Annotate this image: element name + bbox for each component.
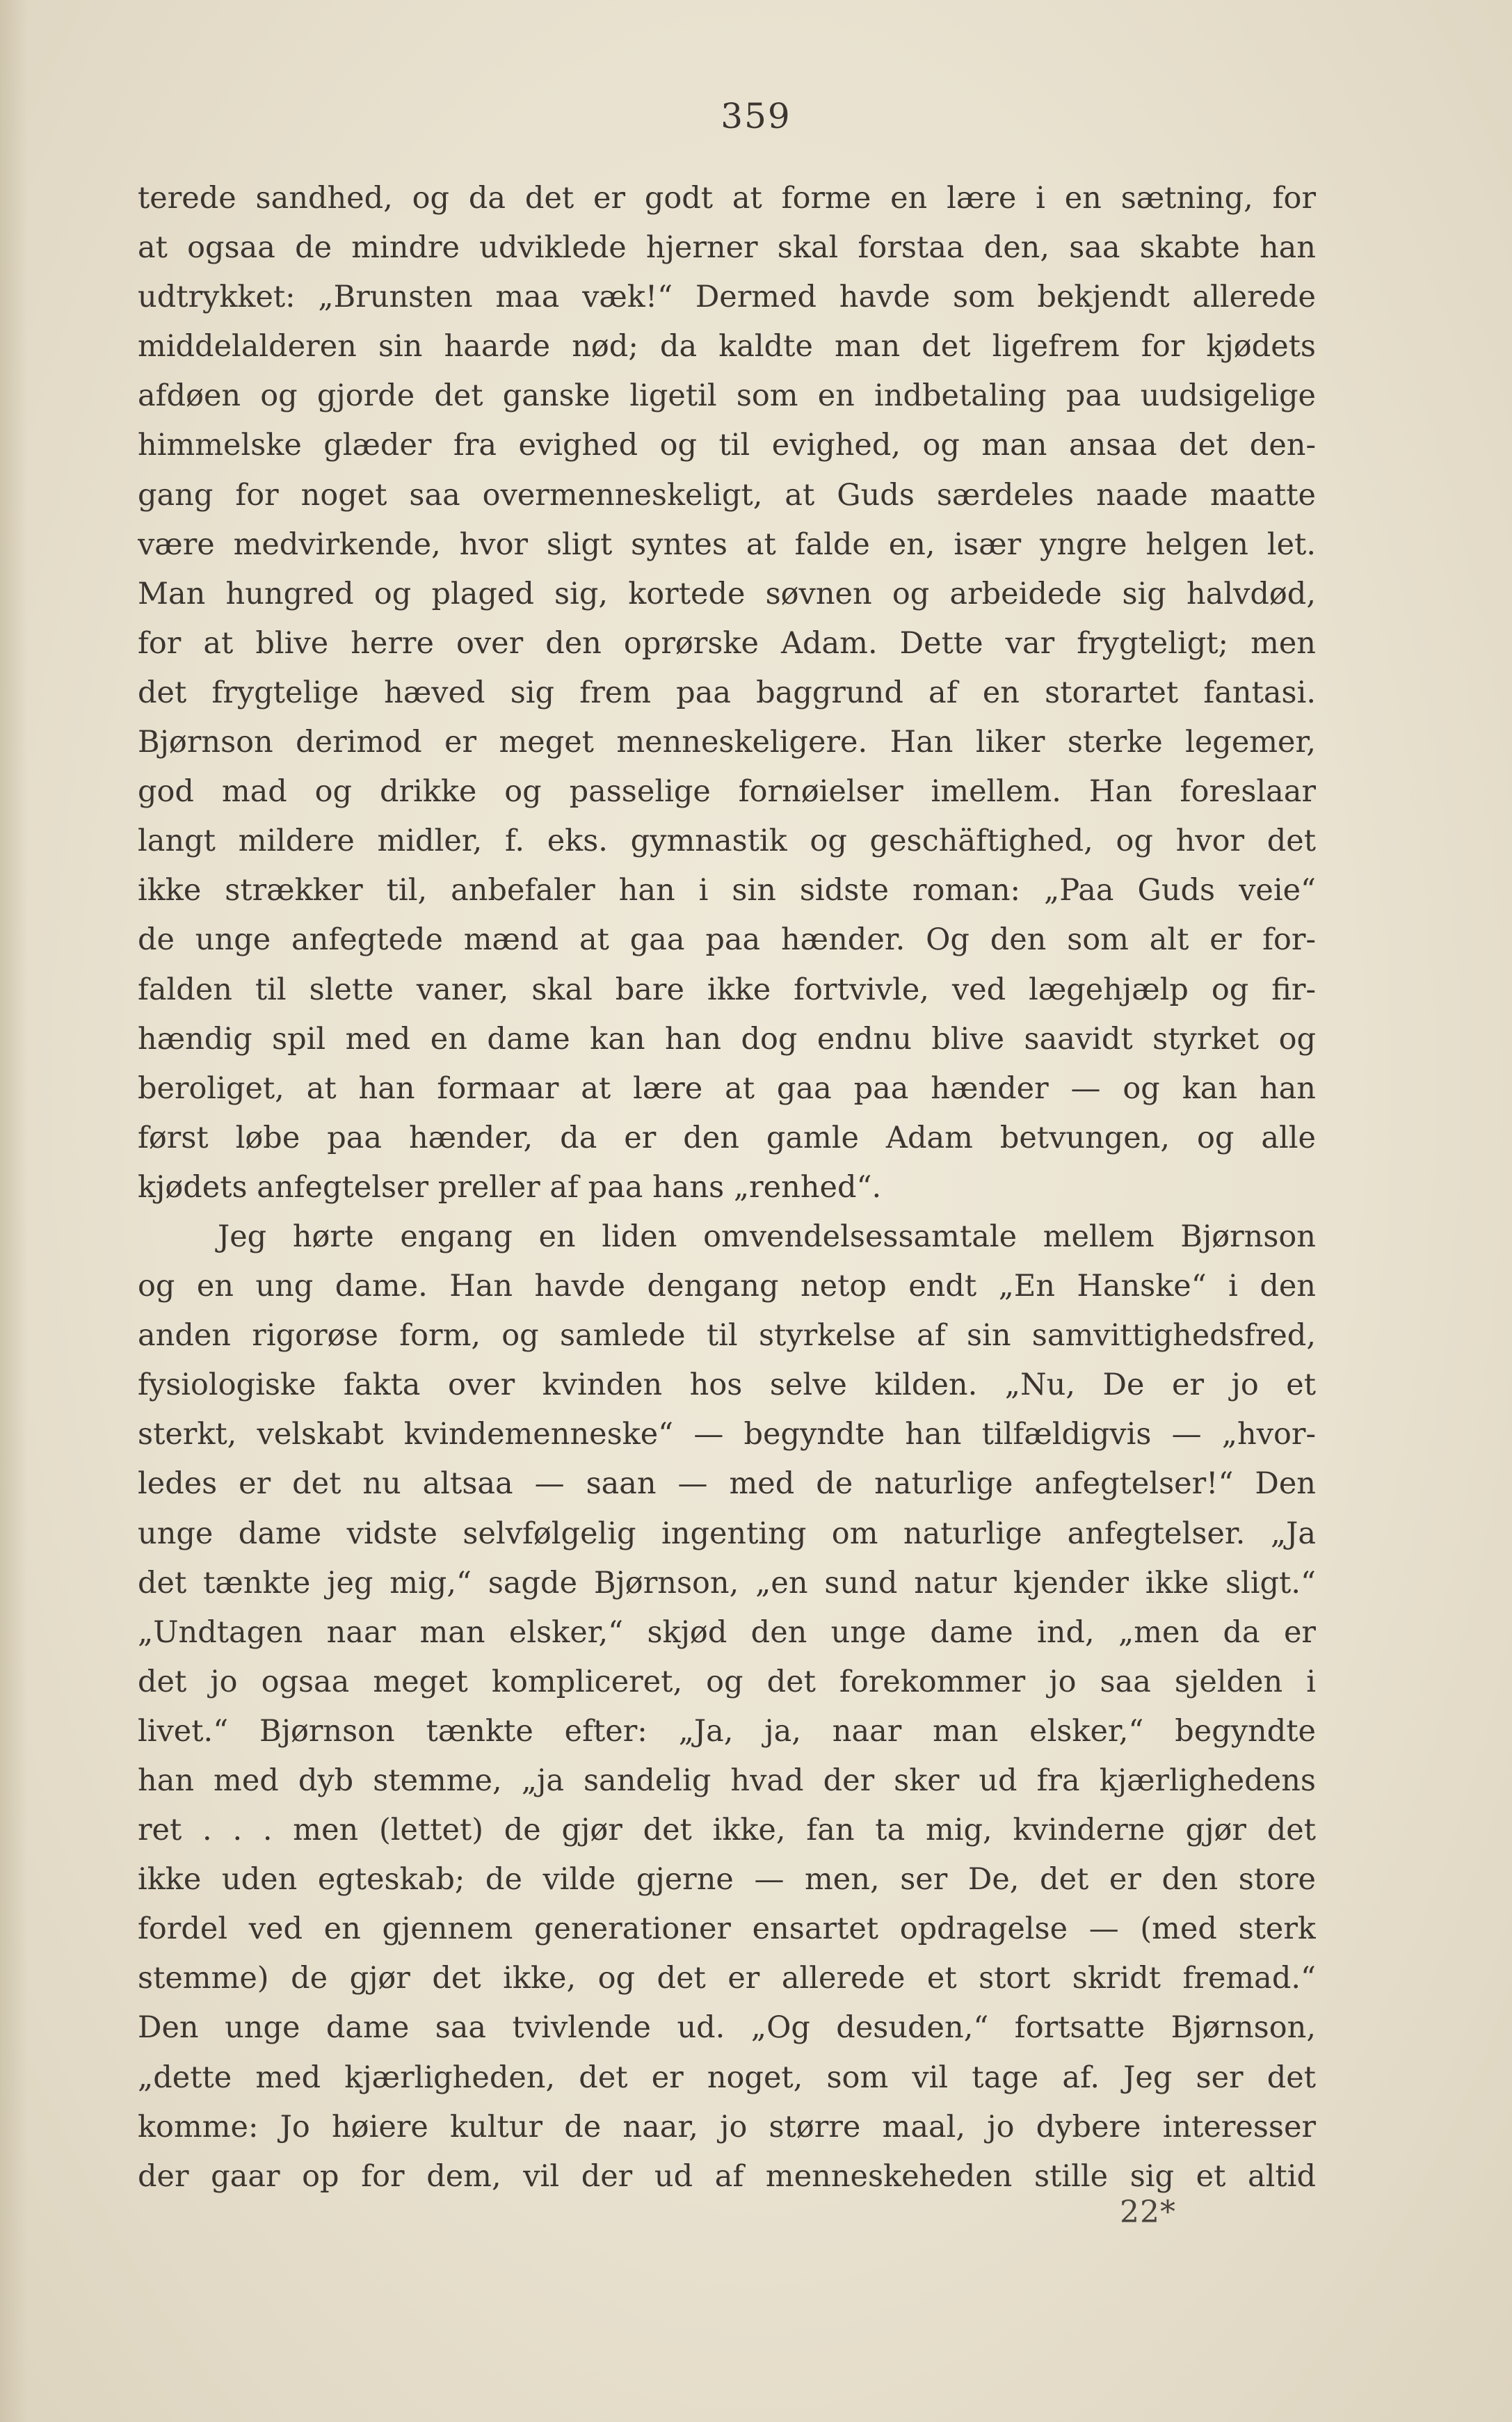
text-line: sterkt, velskabt kvindemenneske“ — begyndte han tilfældigvis — „hvor- xyxy=(138,1417,1316,1452)
body-text xyxy=(138,174,1316,2202)
text-line: og en ung dame. Han havde dengang netop endt „En Hanske“ i den xyxy=(138,1269,1316,1304)
text-line-paragraph-start: Jeg hørte engang en liden omvendelsessamtale mellem Bjørnson xyxy=(218,1219,1316,1254)
text-line: fysiologiske fakta over kvinden hos selve kilden. „Nu, De er jo et xyxy=(138,1368,1316,1403)
text-line: at ogsaa de mindre udviklede hjerner skal forstaa den, saa skabte han xyxy=(138,230,1316,266)
text-line: „dette med kjærligheden, det er noget, som vil tage af. Jeg ser det xyxy=(138,2060,1316,2095)
text-line: falden til slette vaner, skal bare ikke fortvivle, ved lægehjælp og fir- xyxy=(138,972,1316,1007)
text-line: Den unge dame saa tvivlende ud. „Og desuden,“ fortsatte Bjørnson, xyxy=(138,2010,1316,2046)
page-number: 359 xyxy=(721,96,791,136)
text-line: himmelske glæder fra evighed og til evighed, og man ansaa det den- xyxy=(138,428,1316,463)
text-line: unge dame vidste selvfølgelig ingenting om naturlige anfegtelser. „Ja xyxy=(138,1516,1316,1551)
text-line: der gaar op for dem, vil der ud af menneskeheden stille sig et altid xyxy=(138,2158,1316,2194)
text-line: være medvirkende, hvor sligt syntes at falde en, især yngre helgen let. xyxy=(138,527,1316,562)
text-line: middelalderen sin haarde nød; da kaldte man det ligefrem for kjødets xyxy=(138,329,1316,364)
text-line: først løbe paa hænder, da er den gamle Adam betvungen, og alle xyxy=(138,1120,1316,1155)
text-line: livet.“ Bjørnson tænkte efter: „Ja, ja, naar man elsker,“ begyndte xyxy=(138,1713,1316,1749)
text-line: gang for noget saa overmenneskeligt, at Guds særdeles naade maatte xyxy=(138,477,1316,513)
text-line: for at blive herre over den oprørske Adam. Dette var frygteligt; men xyxy=(138,625,1316,661)
text-line: hændig spil med en dame kan han dog endnu blive saavidt styrket og xyxy=(138,1021,1316,1057)
text-line: ledes er det nu altsaa — saan — med de naturlige anfegtelser!“ Den xyxy=(138,1466,1316,1502)
text-line: fordel ved en gjennem generationer ensartet opdragelse — (med sterk xyxy=(138,1911,1316,1947)
text-line: langt mildere midler, f. eks. gymnastik og geschäftighed, og hvor det xyxy=(138,824,1316,859)
text-line: beroliget, at han formaar at lære at gaa paa hænder — og kan han xyxy=(138,1070,1316,1106)
text-line: Bjørnson derimod er meget menneskeligere. Han liker sterke legemer, xyxy=(138,725,1316,760)
text-line: ikke strækker til, anbefaler han i sin sidste roman: „Paa Guds veie“ xyxy=(138,873,1316,908)
text-line: god mad og drikke og passelige fornøielser imellem. Han foreslaar xyxy=(138,774,1316,810)
text-line: terede sandhed, og da det er godt at forme en lære i en sætning, for xyxy=(138,181,1316,216)
text-line: han med dyb stemme, „ja sandelig hvad der sker ud fra kjærlighedens xyxy=(138,1763,1316,1798)
text-line: det tænkte jeg mig,“ sagde Bjørnson, „en sund natur kjender ikke sligt.“ xyxy=(138,1565,1316,1601)
text-line: afdøen og gjorde det ganske ligetil som en indbetaling paa uudsigelige xyxy=(138,378,1316,414)
text-line: udtrykket: „Brunsten maa væk!“ Dermed havde som bekjendt allerede xyxy=(138,280,1316,315)
text-line-paragraph-end: kjødets anfegtelser preller af paa hans „renhed“. xyxy=(138,1169,882,1205)
text-line: de unge anfegtede mænd at gaa paa hænder. Og den som alt er for- xyxy=(138,922,1316,958)
text-line: ikke uden egteskab; de vilde gjerne — men, ser De, det er den store xyxy=(138,1862,1316,1898)
text-line: anden rigorøse form, og samlede til styrkelse af sin samvittighedsfred, xyxy=(138,1318,1316,1354)
text-line: det jo ogsaa meget kompliceret, og det forekommer jo saa sjelden i xyxy=(138,1664,1316,1699)
text-line: Man hungred og plaged sig, kortede søvnen og arbeidede sig halvdød, xyxy=(138,576,1316,611)
signature-mark: 22* xyxy=(1120,2195,1176,2230)
text-line: komme: Jo høiere kultur de naar, jo større maal, jo dybere interesser xyxy=(138,2109,1316,2144)
text-line: ret . . . men (lettet) de gjør det ikke, fan ta mig, kvinderne gjør det xyxy=(138,1813,1316,1848)
text-line: det frygtelige hæved sig frem paa baggrund af en storartet fantasi. xyxy=(138,675,1316,710)
spine-shadow xyxy=(0,0,28,2422)
text-line: stemme) de gjør det ikke, og det er allerede et stort skridt fremad.“ xyxy=(138,1961,1316,1996)
text-line: „Undtagen naar man elsker,“ skjød den unge dame ind, „men da er xyxy=(138,1614,1316,1650)
